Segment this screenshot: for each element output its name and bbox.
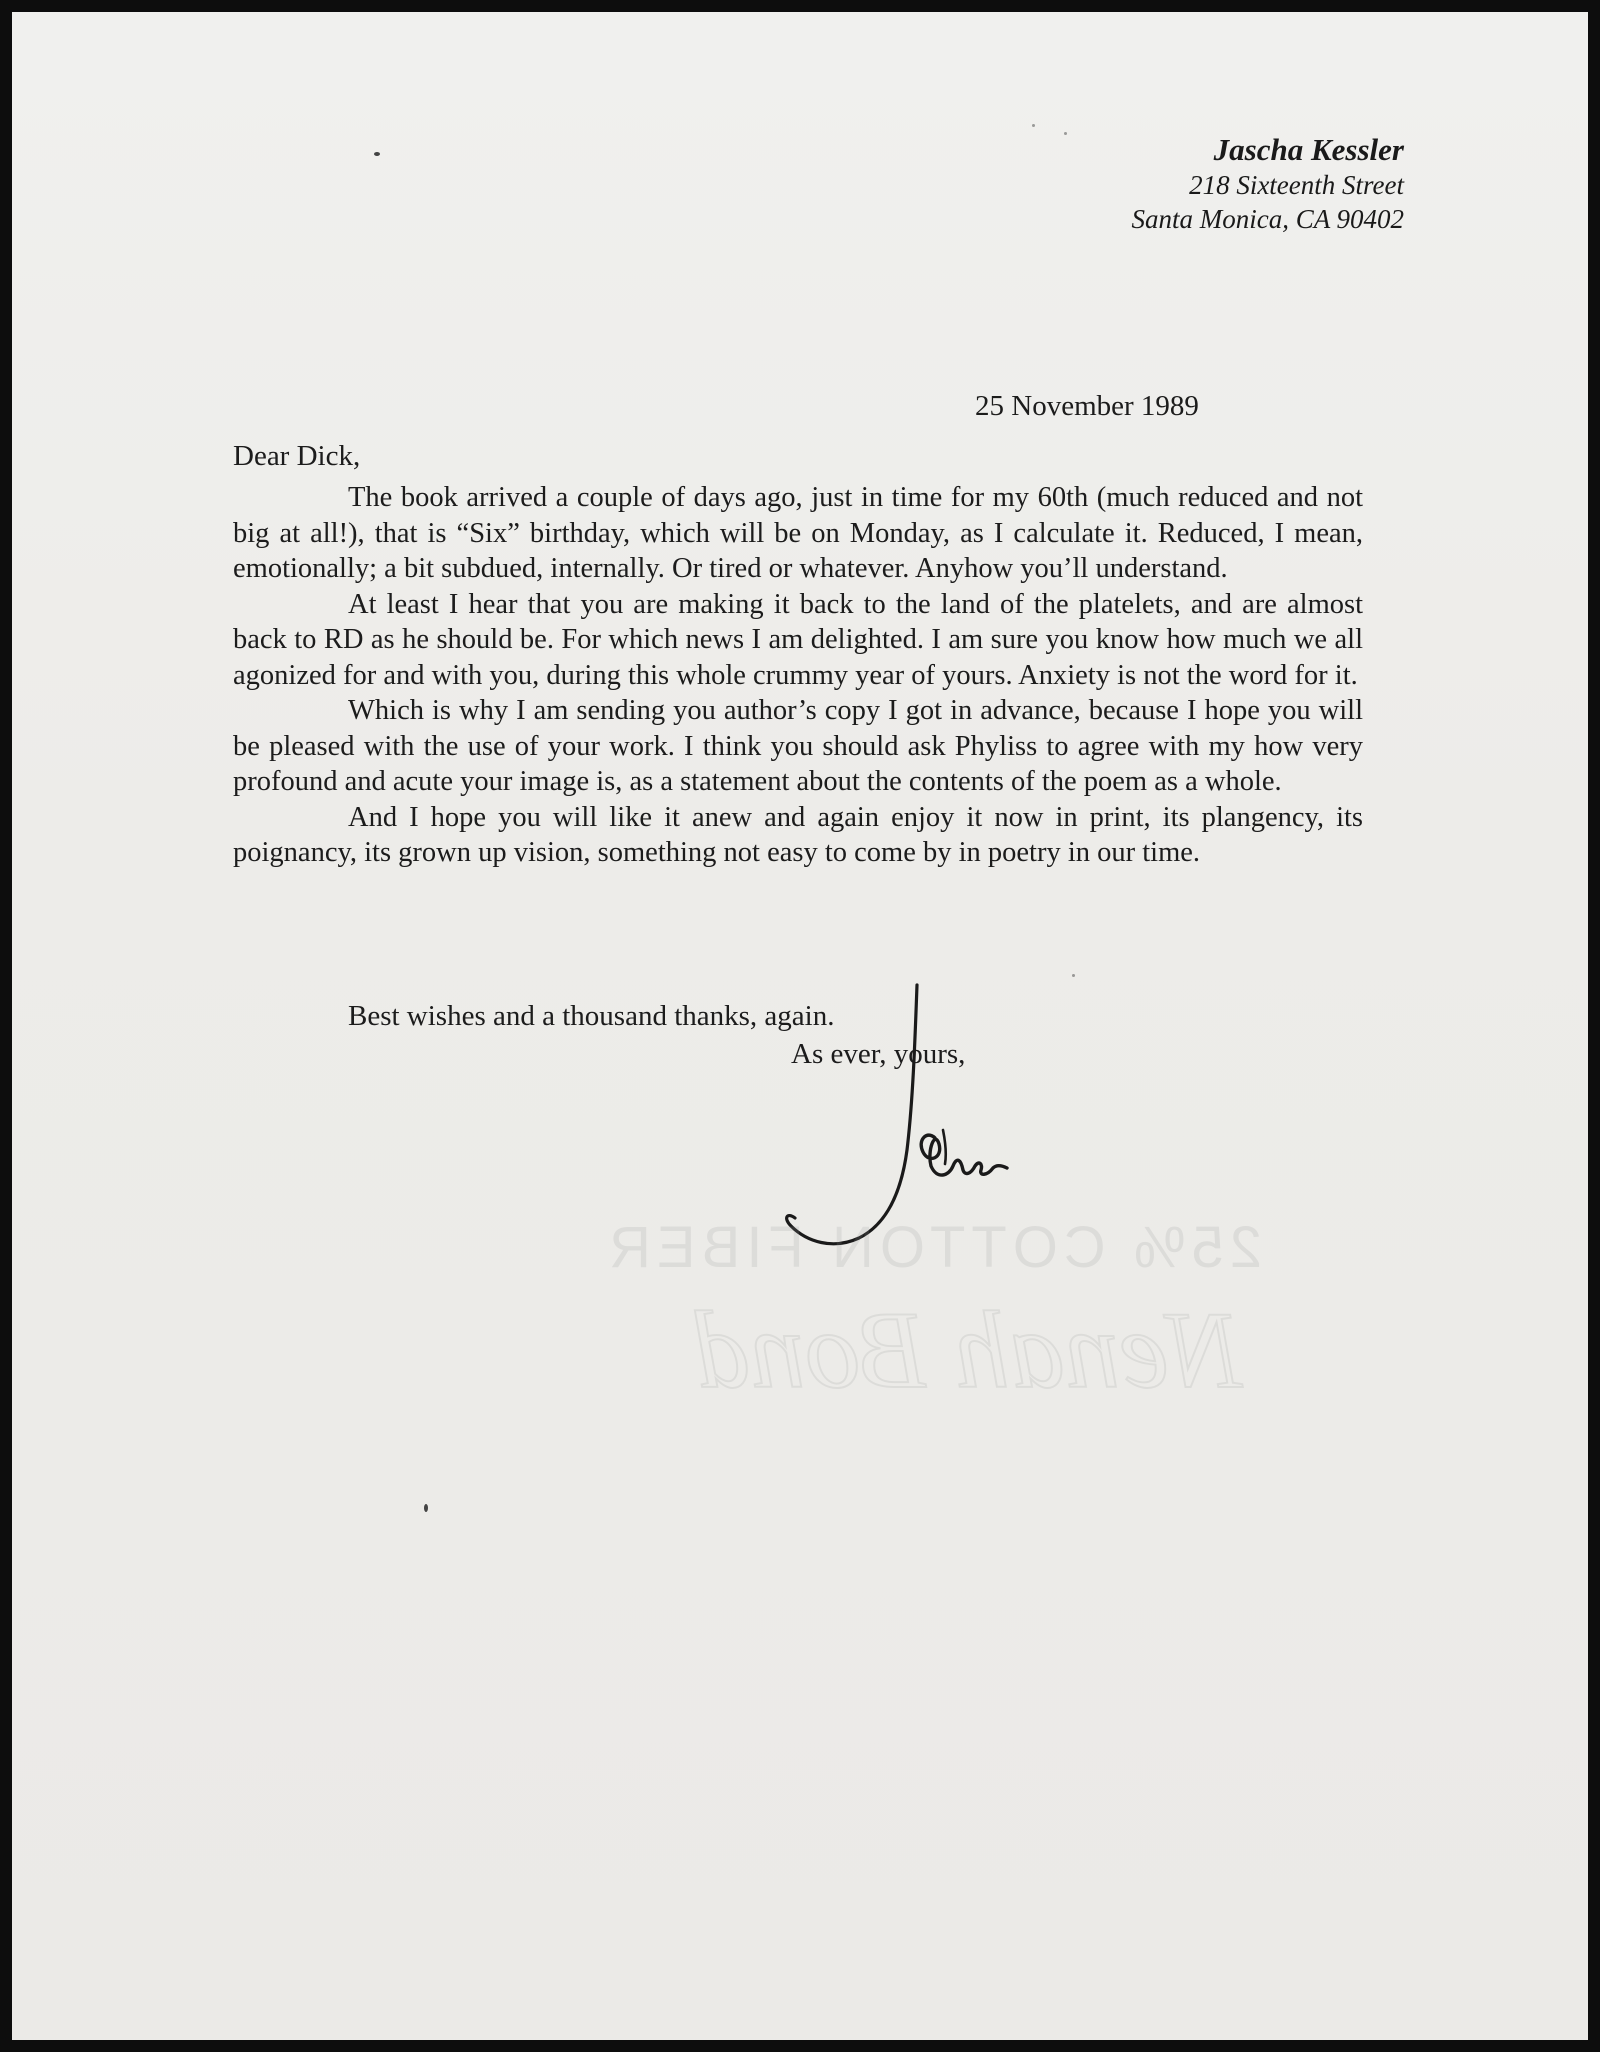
letter-body (233, 480, 1363, 871)
closing-line: Best wishes and a thousand thanks, again. (348, 1000, 835, 1032)
paper-speck (374, 152, 380, 156)
paragraph-4: And I hope you will like it anew and again enjoy it now in print, its plangency, its poignancy, its grown up vision, something not easy to come by in poetry in our time. (233, 801, 1363, 868)
sign-off: As ever, yours, (791, 1038, 966, 1070)
paragraph-1: The book arrived a couple of days ago, just in time for my 60th (much reduced and not big at all!), that is “Six” birthday, which will be on Monday, as I calculate it. Reduced, I mean, emotionally; a bit subdued, internally. Or tired or whatever. Anyhow you’ll understand. (233, 482, 1363, 584)
paragraph-3: Which is why I am sending you author’s copy I got in advance, because I hope you will be pleased with the use of your work. I think you should ask Phyliss to agree with my how very profound and acute your image is, as a statement about the contents of the poem as a whole. (233, 695, 1363, 797)
letter-date: 25 November 1989 (975, 390, 1199, 422)
letter-page (12, 12, 1588, 2040)
paper-speck (1032, 124, 1035, 127)
paper-watermark (482, 1187, 1302, 1427)
paragraph-2: At least I hear that you are making it back to the land of the platelets, and are almost back to RD as he should be. For which news I am delighted. I am sure you know how much we all agonized for and with you, during this whole crummy year of yours. Anxiety is not the word for it. (233, 588, 1363, 691)
svg-text:Nenah Bond: Nenah Bond (695, 1289, 1242, 1411)
letterhead-city: Santa Monica, CA 90402 (1131, 204, 1404, 234)
paper-speck (1064, 132, 1067, 135)
letterhead (1132, 132, 1405, 236)
paper-speck (1072, 974, 1075, 977)
salutation: Dear Dick, (233, 440, 361, 472)
paper-speck (424, 1504, 428, 1512)
letterhead-street: 218 Sixteenth Street (1189, 170, 1404, 200)
svg-text:25% COTTON FIBER: 25% COTTON FIBER (603, 1215, 1262, 1280)
letterhead-name: Jascha Kessler (1213, 132, 1404, 167)
